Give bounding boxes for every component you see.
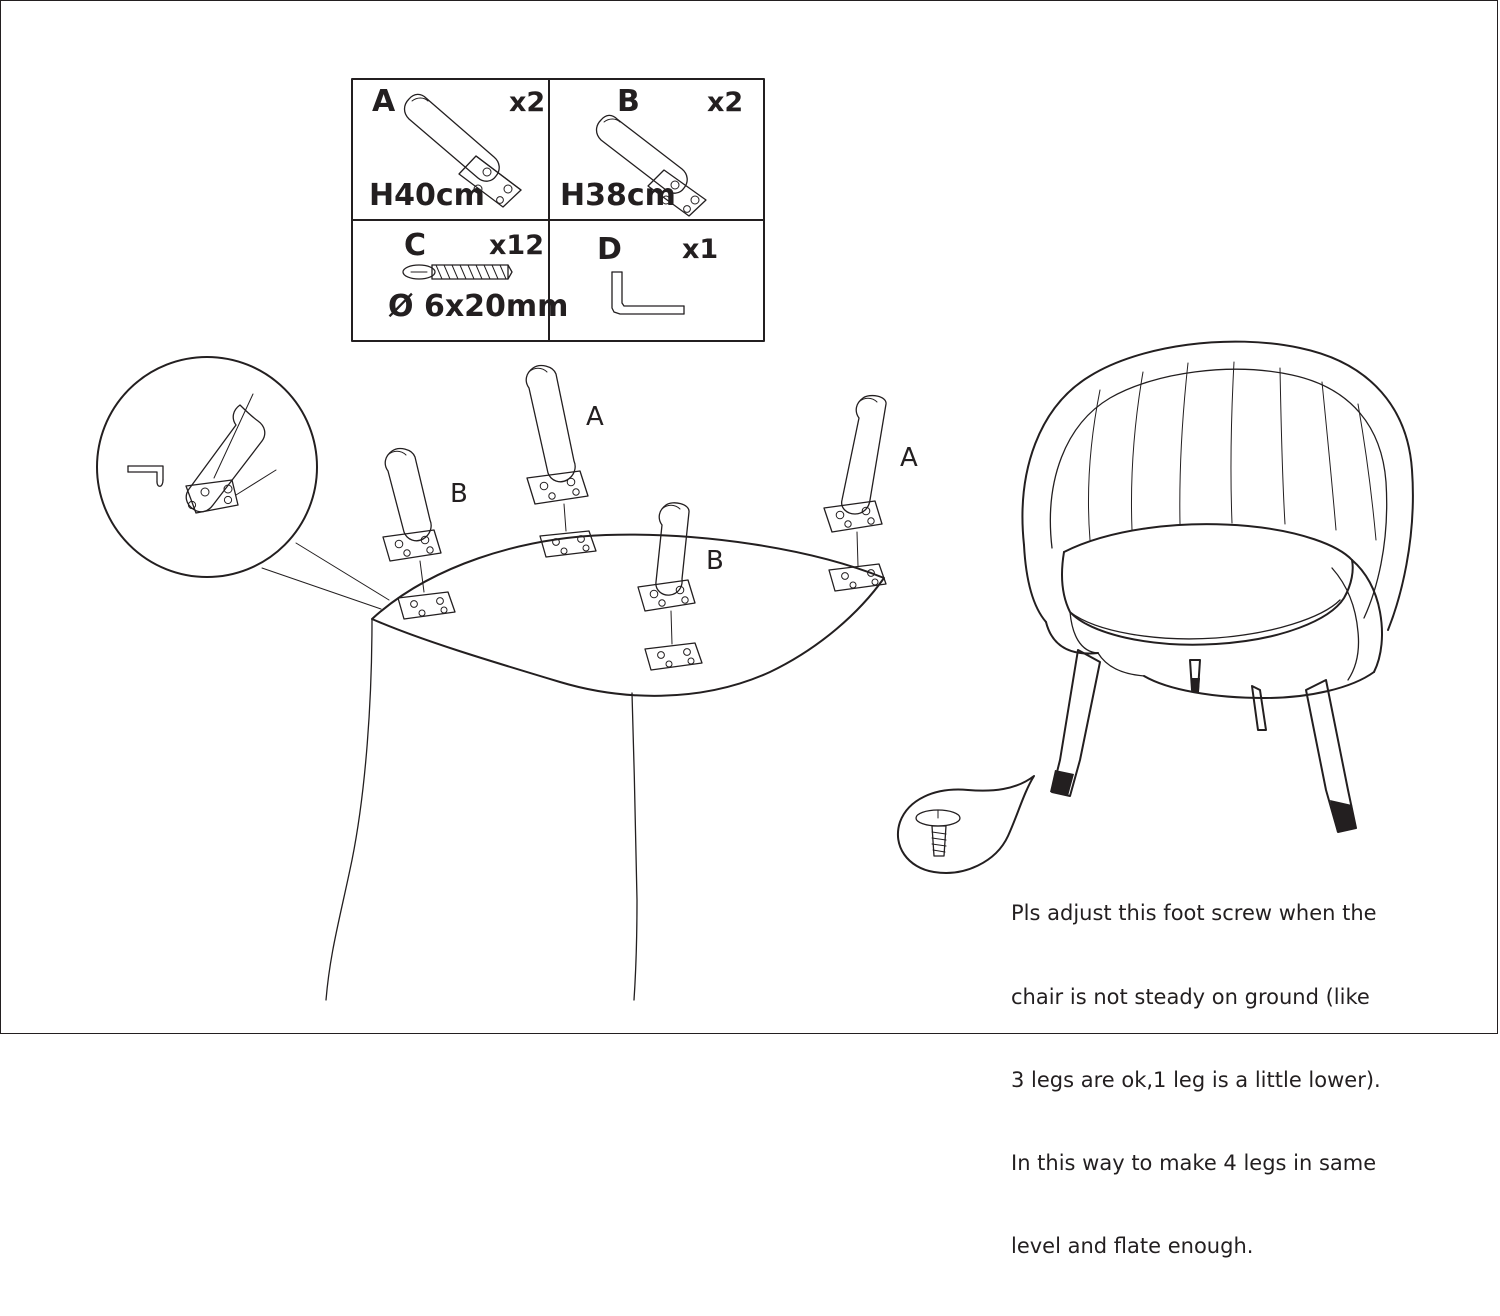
plate-a-left	[540, 531, 596, 557]
plate-b-left	[398, 592, 455, 619]
part-c-code: C	[404, 228, 427, 263]
foot-screw-note-line-3: 3 legs are ok,1 leg is a little lower).	[1011, 1067, 1381, 1092]
part-b-code: B	[617, 84, 640, 119]
part-d-allen-key-icon	[612, 272, 684, 314]
part-b-qty: x2	[707, 87, 744, 118]
finished-chair-illustration	[1022, 342, 1412, 832]
part-b-dimension: H38cm	[560, 178, 676, 213]
leg-label-b-left: B	[450, 479, 468, 509]
exploded-leg-a-right	[824, 396, 886, 566]
detail-leader-lines	[262, 543, 389, 609]
part-c-qty: x12	[489, 230, 544, 261]
part-a-code: A	[372, 84, 396, 119]
part-c-screw-icon	[403, 265, 512, 279]
allen-key-detail-circle	[97, 357, 317, 577]
seat-frame-outline	[326, 535, 884, 1000]
exploded-leg-b-right	[638, 503, 695, 644]
plate-b-right	[645, 643, 702, 670]
foot-screw-note-line-4: In this way to make 4 legs in same	[1011, 1150, 1377, 1175]
leg-label-b-right: B	[706, 546, 724, 576]
exploded-leg-a-left	[526, 366, 588, 531]
part-d-code: D	[597, 232, 622, 267]
foot-screw-note-line-1: Pls adjust this foot screw when the	[1011, 901, 1377, 926]
foot-screw-note	[1011, 845, 1381, 1316]
exploded-leg-b-left	[383, 449, 441, 592]
part-c-dimension: Ø 6x20mm	[388, 289, 569, 324]
leg-label-a-right: A	[900, 443, 918, 473]
foot-screw-note-line-2: chair is not steady on ground (like	[1011, 984, 1370, 1009]
leg-label-a-left: A	[586, 402, 604, 432]
part-a-dimension: H40cm	[369, 178, 485, 213]
foot-screw-note-line-5: level and flate enough.	[1011, 1234, 1254, 1259]
part-d-qty: x1	[682, 234, 719, 265]
part-a-qty: x2	[509, 87, 546, 118]
